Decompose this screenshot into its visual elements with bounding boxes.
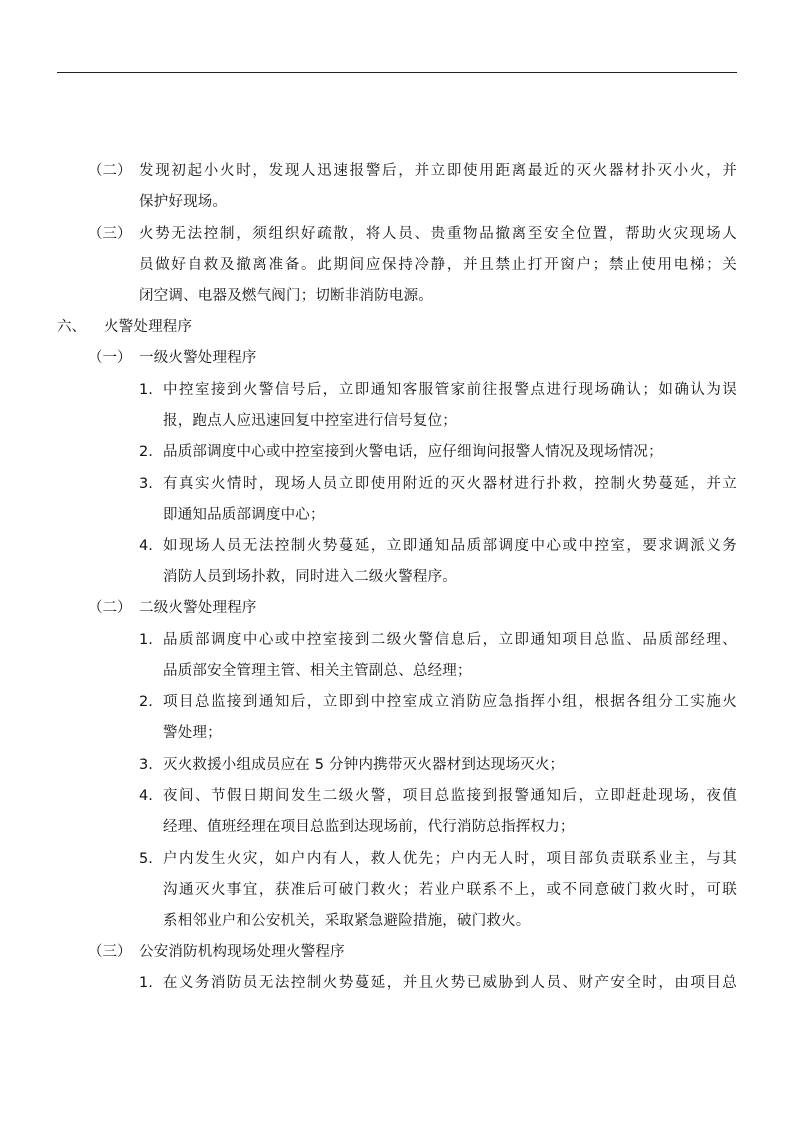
step-line: 警处理； [163, 725, 222, 741]
step-number: 1. [139, 382, 153, 398]
step-number: 1. [139, 975, 153, 991]
subsection-marker: （二） [88, 600, 132, 616]
subsection-marker: （三） [88, 944, 132, 960]
step-number: 2. [139, 694, 153, 710]
subsection-title: 公安消防机构现场处理火警程序 [139, 944, 345, 960]
step-number: 1. [139, 632, 153, 648]
step-line: 经理、值班经理在项目总监到达现场前，代行消防总指挥权力； [163, 819, 575, 835]
item-marker: （三） [88, 226, 132, 242]
step-line: 有真实火情时，现场人员立即使用附近的灭火器材进行扑救，控制火势蔓延，并立 [163, 476, 737, 492]
step-line: 沟通灭火事宜，获准后可破门救火；若业户联系不上，或不同意破门救火时，可联 [163, 882, 737, 898]
step-line: 品质部调度中心或中控室接到二级火警信息后，立即通知项目总监、品质部经理、 [163, 632, 737, 648]
header-rule [57, 72, 737, 73]
step-line: 灭火救援小组成员应在 5 分钟内携带灭火器材到达现场灭火； [163, 757, 565, 773]
paragraph-line: 火势无法控制，须组织好疏散，将人员、贵重物品撤离至安全位置，帮助火灾现场人 [139, 226, 737, 242]
step-line: 系相邻业户和公安机关，采取紧急避险措施，破门救火。 [163, 913, 531, 929]
paragraph-line: 发现初起小火时，发现人迅速报警后，并立即使用距离最近的灭火器材扑灭小火，并 [139, 163, 737, 179]
step-number: 3. [139, 476, 153, 492]
step-line: 品质部调度中心或中控室接到火警电话，应仔细询问报警人情况及现场情况； [163, 444, 663, 460]
step-line: 品质部安全管理主管、相关主管副总、总经理； [163, 663, 472, 679]
step-line: 报，跑点人应迅速回复中控室进行信号复位； [163, 413, 457, 429]
step-line: 项目总监接到通知后，立即到中控室成立消防应急指挥小组，根据各组分工实施火 [163, 694, 737, 710]
step-line: 消防人员到场扑救，同时进入二级火警程序。 [163, 569, 457, 585]
step-line: 即通知品质部调度中心； [163, 507, 325, 523]
subsection-title: 二级火警处理程序 [139, 600, 257, 616]
step-number: 4. [139, 788, 153, 804]
paragraph-line: 保护好现场。 [139, 194, 228, 210]
step-line: 在义务消防员无法控制火势蔓延，并且火势已威胁到人员、财产安全时，由项目总 [163, 975, 737, 991]
step-number: 3. [139, 757, 153, 773]
step-line: 如现场人员无法控制火势蔓延，立即通知品质部调度中心或中控室，要求调派义务 [163, 538, 737, 554]
paragraph-line: 员做好自救及撤离准备。此期间应保持冷静，并且禁止打开窗户；禁止使用电梯；关 [139, 257, 737, 273]
step-number: 4. [139, 538, 153, 554]
section-marker: 六、 [57, 319, 86, 335]
paragraph-line: 闭空调、电器及燃气阀门；切断非消防电源。 [139, 288, 433, 304]
step-line: 中控室接到火警信号后，立即通知客服管家前往报警点进行现场确认；如确认为误 [163, 382, 737, 398]
subsection-title: 一级火警处理程序 [139, 350, 257, 366]
step-line: 夜间、节假日期间发生二级火警，项目总监接到报警通知后，立即赶赴现场，夜值 [163, 788, 737, 804]
subsection-marker: （一） [88, 350, 132, 366]
item-marker: （二） [88, 163, 132, 179]
step-number: 2. [139, 444, 153, 460]
section-title: 火警处理程序 [104, 319, 193, 335]
step-number: 5. [139, 851, 153, 867]
step-line: 户内发生火灾，如户内有人，救人优先；户内无人时，项目部负责联系业主，与其 [163, 851, 737, 867]
